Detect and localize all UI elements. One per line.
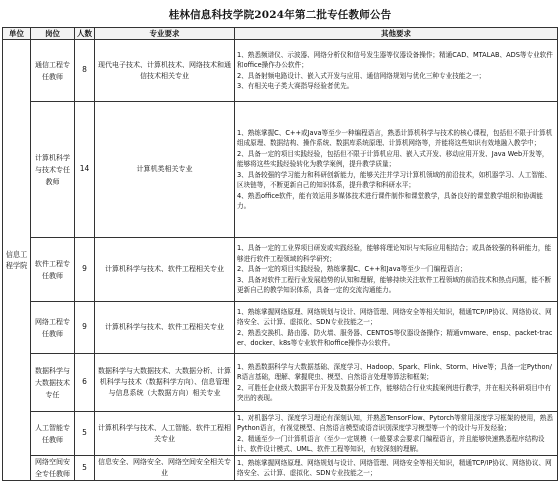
requirement-item: 2、具备一定的项目实践经验，熟练掌握C、C++和Java等至少一门编程语言； <box>237 265 467 274</box>
requirement-item: 3、具备对软件工程行业发展趋势的认知和理解，能够持续关注软件工程领域的前沿技术和热点问题，能不断更新自己的教学知识体系，具备一定的交流沟通能力。 <box>237 275 552 295</box>
header-unit: 单位 <box>3 28 31 40</box>
header-other: 其他要求 <box>235 28 558 40</box>
major-cell: 信息安全、网络安全、网络空间安全相关专业 <box>95 456 235 481</box>
count-cell: 8 <box>75 40 95 102</box>
table-row <box>3 40 558 102</box>
post-cell: 人工智能专任教师 <box>31 412 75 456</box>
requirement-item: 1、对机器学习、深度学习理论有深刻认知，并熟悉TensorFlow、Pytorch等常用深度学习框架的使用，熟悉Python语言，有视觉模型、自然语言模型或语音识别深度学习模型等一个的设计与开发经验； <box>237 413 553 432</box>
requirement-item: 2、具备射频电路设计、嵌入式开发与应用、通信网络规划与优化三种专业技能之一； <box>237 71 486 80</box>
major-cell: 计算机类相关专业 <box>95 102 235 238</box>
requirement-item: 1、具备一定的工业界项目研发或实践经验，能够将理论知识与实际应用相结合；或具备较强的科研能力，能够进行软件工程领域的科学研究； <box>237 244 552 263</box>
table-row <box>3 302 558 354</box>
major-cell: 数据科学与大数据技术、大数据分析、计算机科学与技术（数据科学方向）、信息管理与信息系统（大数据方向）相关专业 <box>95 354 235 412</box>
header-post: 岗位 <box>31 28 75 40</box>
header-count: 人数 <box>75 28 95 40</box>
requirements-cell <box>235 102 558 238</box>
requirement-item: 3、有相关电子类大赛指导经验者优先。 <box>237 82 354 90</box>
requirement-item: 1、熟悉数据科学与大数据基础、深度学习、Hadoop、Spark、Flink、Storm、Hive等；具备一定Python/R语言基础，理解、掌握爬虫、模型、自然语言处理等算法和框架； <box>237 362 552 381</box>
count-cell: 6 <box>75 354 95 412</box>
table-row <box>3 412 558 456</box>
recruitment-table <box>2 27 558 481</box>
requirement-item: 2、可胜任企业级大数据平台开发及数据分析工作，能够结合行业实践案例进行教学，并在相关科研项目中有突出的表现。 <box>237 383 552 402</box>
post-cell: 通信工程专任教师 <box>31 40 75 102</box>
count-cell: 14 <box>75 102 95 238</box>
requirements-cell <box>235 456 558 481</box>
count-cell: 9 <box>75 238 95 302</box>
table-row <box>3 102 558 238</box>
page-title: 桂林信息科技学院2024年第二批专任教师公告 <box>168 9 392 21</box>
requirement-item: 3、具备较强的学习能力和科研创新能力，能够关注并学习计算机领域的前沿技术，如机器学习、人工智能、区块链等，不断更新自己的知识体系，提升教学和科研水平； <box>237 170 552 189</box>
requirement-item: 2、熟悉交换机、路由器、防火墙、服务器、CENTOS等仪器设备操作；精通vmware、ensp、packet-tracer、docker、k8s等专业软件和office操作办公软件。 <box>237 328 553 347</box>
requirements-cell <box>235 412 558 456</box>
major-cell: 现代电子技术、计算机技术、网络技术和通信技术相关专业 <box>95 40 235 102</box>
table-row <box>3 354 558 412</box>
table-row <box>3 238 558 302</box>
count-cell: 5 <box>75 456 95 481</box>
table-row <box>3 456 558 481</box>
requirement-item: 1、熟悉频谱仪、示波器、网络分析仪和信号发生器等仪器设备操作；精通CAD、MTALAB、ADS等专业软件和office操作办公软件； <box>237 50 553 69</box>
post-cell: 网络空间安全专任教师 <box>31 456 75 481</box>
requirement-item: 2、具备一定的项目实践经验，包括但不限于计算机应用、嵌入式开发、移动应用开发、Java Web开发等，能够将这些实践经验转化为教学案例，提升教学质量； <box>237 149 549 168</box>
requirement-item: 4、熟悉office软件，能有效运用多媒体技术进行课件制作和课堂教学，具备良好的课堂教学组织和协调能力。 <box>237 191 543 210</box>
post-cell: 数据科学与大数据技术专任 <box>31 354 75 412</box>
requirement-item: 1、熟练掌握网络原理、网络规划与设计、网络管理、网络安全等相关知识，精通TCP/IP协议、网络协议、网络安全、云计算、虚拟化、SDN专业技能之一； <box>237 307 552 326</box>
major-cell: 计算机科学与技术、软件工程相关专业 <box>95 238 235 302</box>
table-body <box>3 40 558 481</box>
major-cell: 计算机科学与技术、软件工程相关专业 <box>95 302 235 354</box>
header-major: 专业要求 <box>95 28 235 40</box>
requirement-item: 1、熟练掌握网络原理、网络规划与设计、网络管理、网络安全等相关知识，精通TCP/IP协议、网络协议、网络安全、云计算、虚拟化、SDN专业技能之一； <box>237 458 552 477</box>
count-cell: 5 <box>75 412 95 456</box>
post-cell: 网络工程专任教师 <box>31 302 75 354</box>
post-cell: 软件工程专任教师 <box>31 238 75 302</box>
requirements-cell <box>235 238 558 302</box>
post-cell: 计算机科学与技术专任教师 <box>31 102 75 238</box>
requirement-item: 2、精通至少一门计算机语言（至少一定规模（一般要求会要求门编程语言，并且能够快速熟悉程序结构设计、软件设计模式、UML、软件工程等知识，有较深刻的理解。 <box>237 434 545 453</box>
major-cell: 计算机科学与技术、人工智能、软件工程相关专业 <box>95 412 235 456</box>
table-header-row <box>3 28 558 40</box>
unit-cell: 信息工程学院 <box>3 40 31 481</box>
requirements-cell <box>235 302 558 354</box>
requirement-item: 1、熟练掌握C、C++或Java等至少一种编程语言，熟悉计算机科学与技术的核心课程，包括但不限于计算机组成原理、数据结构、操作系统、数据库系统原理、计算机网络等，并能将这些知识有效地融入教学中； <box>237 128 553 147</box>
requirements-cell <box>235 40 558 102</box>
requirements-cell <box>235 354 558 412</box>
count-cell: 9 <box>75 302 95 354</box>
